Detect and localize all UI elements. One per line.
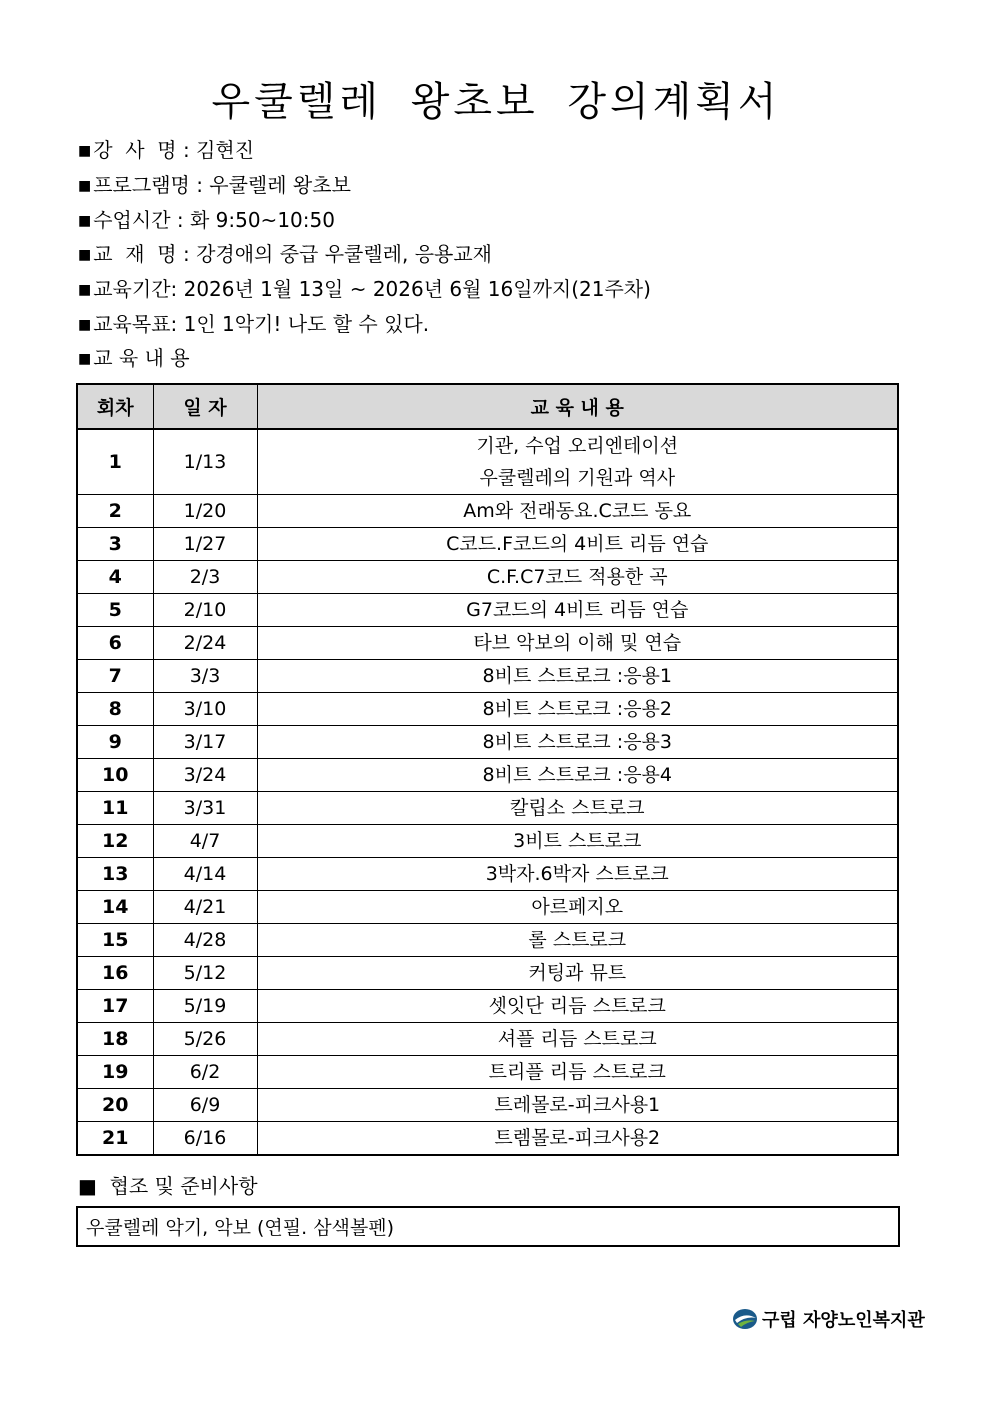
page-title: 우쿨렐레 왕초보 강의계획서 xyxy=(211,79,781,125)
instructor-text: 강 사 명 : 김현진 xyxy=(93,138,255,162)
session-number-cell: 21 xyxy=(77,1122,153,1156)
bullet-icon: ■ xyxy=(78,213,92,229)
content-cell: 아르페지오 xyxy=(257,891,898,924)
date-cell: 5/12 xyxy=(153,957,257,990)
info-goal xyxy=(78,312,429,337)
table-row xyxy=(77,561,898,594)
info-class-time xyxy=(78,208,335,233)
content-cell: 트레몰로-피크사용1 xyxy=(257,1089,898,1122)
date-cell: 1/27 xyxy=(153,528,257,561)
content-heading-text: 교 육 내 용 xyxy=(93,346,190,370)
session-number-cell: 17 xyxy=(77,990,153,1023)
prep-box: 우쿨렐레 악기, 악보 (연필. 삼색볼펜) xyxy=(76,1206,900,1247)
content-cell: 8비트 스트로크 :응용4 xyxy=(257,759,898,792)
date-cell: 3/17 xyxy=(153,726,257,759)
table-row xyxy=(77,759,898,792)
header-content: 교 육 내 용 xyxy=(257,384,898,429)
schedule-table xyxy=(76,383,899,1156)
info-instructor xyxy=(78,138,254,163)
session-number-cell: 1 xyxy=(77,429,153,495)
schedule-body xyxy=(77,429,898,1155)
session-number-cell: 18 xyxy=(77,1023,153,1056)
bullet-icon: ■ xyxy=(78,178,92,194)
content-cell: 8비트 스트로크 :응용2 xyxy=(257,693,898,726)
date-cell: 5/19 xyxy=(153,990,257,1023)
session-number-cell: 10 xyxy=(77,759,153,792)
organization-logo xyxy=(732,1306,925,1332)
date-cell: 5/26 xyxy=(153,1023,257,1056)
session-number-cell: 14 xyxy=(77,891,153,924)
content-line: 우쿨렐레의 기원과 역사 xyxy=(479,467,676,489)
period-text: 교육기간: 2026년 1월 13일 ~ 2026년 6월 16일까지(21주차) xyxy=(93,277,651,301)
date-cell: 3/31 xyxy=(153,792,257,825)
date-cell: 3/10 xyxy=(153,693,257,726)
content-cell: 트리플 리듬 스트로크 xyxy=(257,1056,898,1089)
content-cell: 트렘몰로-피크사용2 xyxy=(257,1122,898,1156)
table-row xyxy=(77,990,898,1023)
session-number-cell: 15 xyxy=(77,924,153,957)
info-textbook xyxy=(78,242,492,267)
table-row xyxy=(77,792,898,825)
table-row xyxy=(77,429,898,495)
table-row xyxy=(77,1056,898,1089)
content-cell: G7코드의 4비트 리듬 연습 xyxy=(257,594,898,627)
table-row xyxy=(77,1122,898,1156)
session-number-cell: 20 xyxy=(77,1089,153,1122)
date-cell: 2/3 xyxy=(153,561,257,594)
table-row xyxy=(77,726,898,759)
textbook-text: 교 재 명 : 강경애의 중급 우쿨렐레, 응용교재 xyxy=(93,242,492,266)
content-line: 기관, 수업 오리엔테이션 xyxy=(476,435,679,457)
bullet-icon: ■ xyxy=(78,351,92,367)
content-cell: Am와 전래동요.C코드 동요 xyxy=(257,495,898,528)
table-row xyxy=(77,693,898,726)
session-number-cell: 4 xyxy=(77,561,153,594)
date-cell: 2/10 xyxy=(153,594,257,627)
bullet-icon: ■ xyxy=(78,247,92,263)
date-cell: 4/7 xyxy=(153,825,257,858)
table-row xyxy=(77,495,898,528)
bullet-icon: ■ xyxy=(78,282,92,298)
table-row xyxy=(77,891,898,924)
content-cell: C.F.C7코드 적용한 곡 xyxy=(257,561,898,594)
prep-heading: ■ 협조 및 준비사항 xyxy=(78,1174,258,1198)
info-content-heading xyxy=(78,346,190,371)
date-cell: 6/2 xyxy=(153,1056,257,1089)
bullet-icon: ■ xyxy=(78,143,92,159)
table-header-row xyxy=(77,384,898,429)
bullet-icon: ■ xyxy=(78,317,92,333)
table-row xyxy=(77,594,898,627)
session-number-cell: 12 xyxy=(77,825,153,858)
content-cell: 셔플 리듬 스트로크 xyxy=(257,1023,898,1056)
content-cell: 3박자.6박자 스트로크 xyxy=(257,858,898,891)
table-row xyxy=(77,1023,898,1056)
session-number-cell: 8 xyxy=(77,693,153,726)
info-program xyxy=(78,173,351,198)
table-row xyxy=(77,660,898,693)
content-cell: 셋잇단 리듬 스트로크 xyxy=(257,990,898,1023)
date-cell: 2/24 xyxy=(153,627,257,660)
session-number-cell: 2 xyxy=(77,495,153,528)
class-time-text: 수업시간 : 화 9:50~10:50 xyxy=(93,208,335,232)
info-period xyxy=(78,277,651,302)
session-number-cell: 9 xyxy=(77,726,153,759)
date-cell: 3/24 xyxy=(153,759,257,792)
date-cell: 4/21 xyxy=(153,891,257,924)
session-number-cell: 6 xyxy=(77,627,153,660)
welfare-center-logo-icon xyxy=(732,1307,760,1331)
content-cell: C코드.F코드의 4비트 리듬 연습 xyxy=(257,528,898,561)
content-cell: 타브 악보의 이해 및 연습 xyxy=(257,627,898,660)
date-cell: 6/9 xyxy=(153,1089,257,1122)
table-row xyxy=(77,858,898,891)
session-number-cell: 13 xyxy=(77,858,153,891)
session-number-cell: 19 xyxy=(77,1056,153,1089)
header-session: 회차 xyxy=(77,384,153,429)
content-cell: 3비트 스트로크 xyxy=(257,825,898,858)
session-number-cell: 7 xyxy=(77,660,153,693)
content-cell: 커팅과 뮤트 xyxy=(257,957,898,990)
session-number-cell: 11 xyxy=(77,792,153,825)
content-cell: 칼립소 스트로크 xyxy=(257,792,898,825)
logo-text: 구립 자양노인복지관 xyxy=(762,1310,925,1331)
session-number-cell: 16 xyxy=(77,957,153,990)
session-number-cell: 5 xyxy=(77,594,153,627)
table-row xyxy=(77,1089,898,1122)
content-cell xyxy=(257,429,898,495)
content-cell: 롤 스트로크 xyxy=(257,924,898,957)
date-cell: 4/14 xyxy=(153,858,257,891)
content-cell: 8비트 스트로크 :응용3 xyxy=(257,726,898,759)
header-date: 일 자 xyxy=(153,384,257,429)
date-cell: 3/3 xyxy=(153,660,257,693)
goal-text: 교육목표: 1인 1악기! 나도 할 수 있다. xyxy=(93,312,430,336)
table-row xyxy=(77,627,898,660)
date-cell: 1/20 xyxy=(153,495,257,528)
table-row xyxy=(77,924,898,957)
date-cell: 6/16 xyxy=(153,1122,257,1156)
date-cell: 4/28 xyxy=(153,924,257,957)
table-row xyxy=(77,825,898,858)
content-cell: 8비트 스트로크 :응용1 xyxy=(257,660,898,693)
table-row xyxy=(77,528,898,561)
program-text: 프로그램명 : 우쿨렐레 왕초보 xyxy=(93,173,351,197)
date-cell: 1/13 xyxy=(153,429,257,495)
session-number-cell: 3 xyxy=(77,528,153,561)
table-row xyxy=(77,957,898,990)
